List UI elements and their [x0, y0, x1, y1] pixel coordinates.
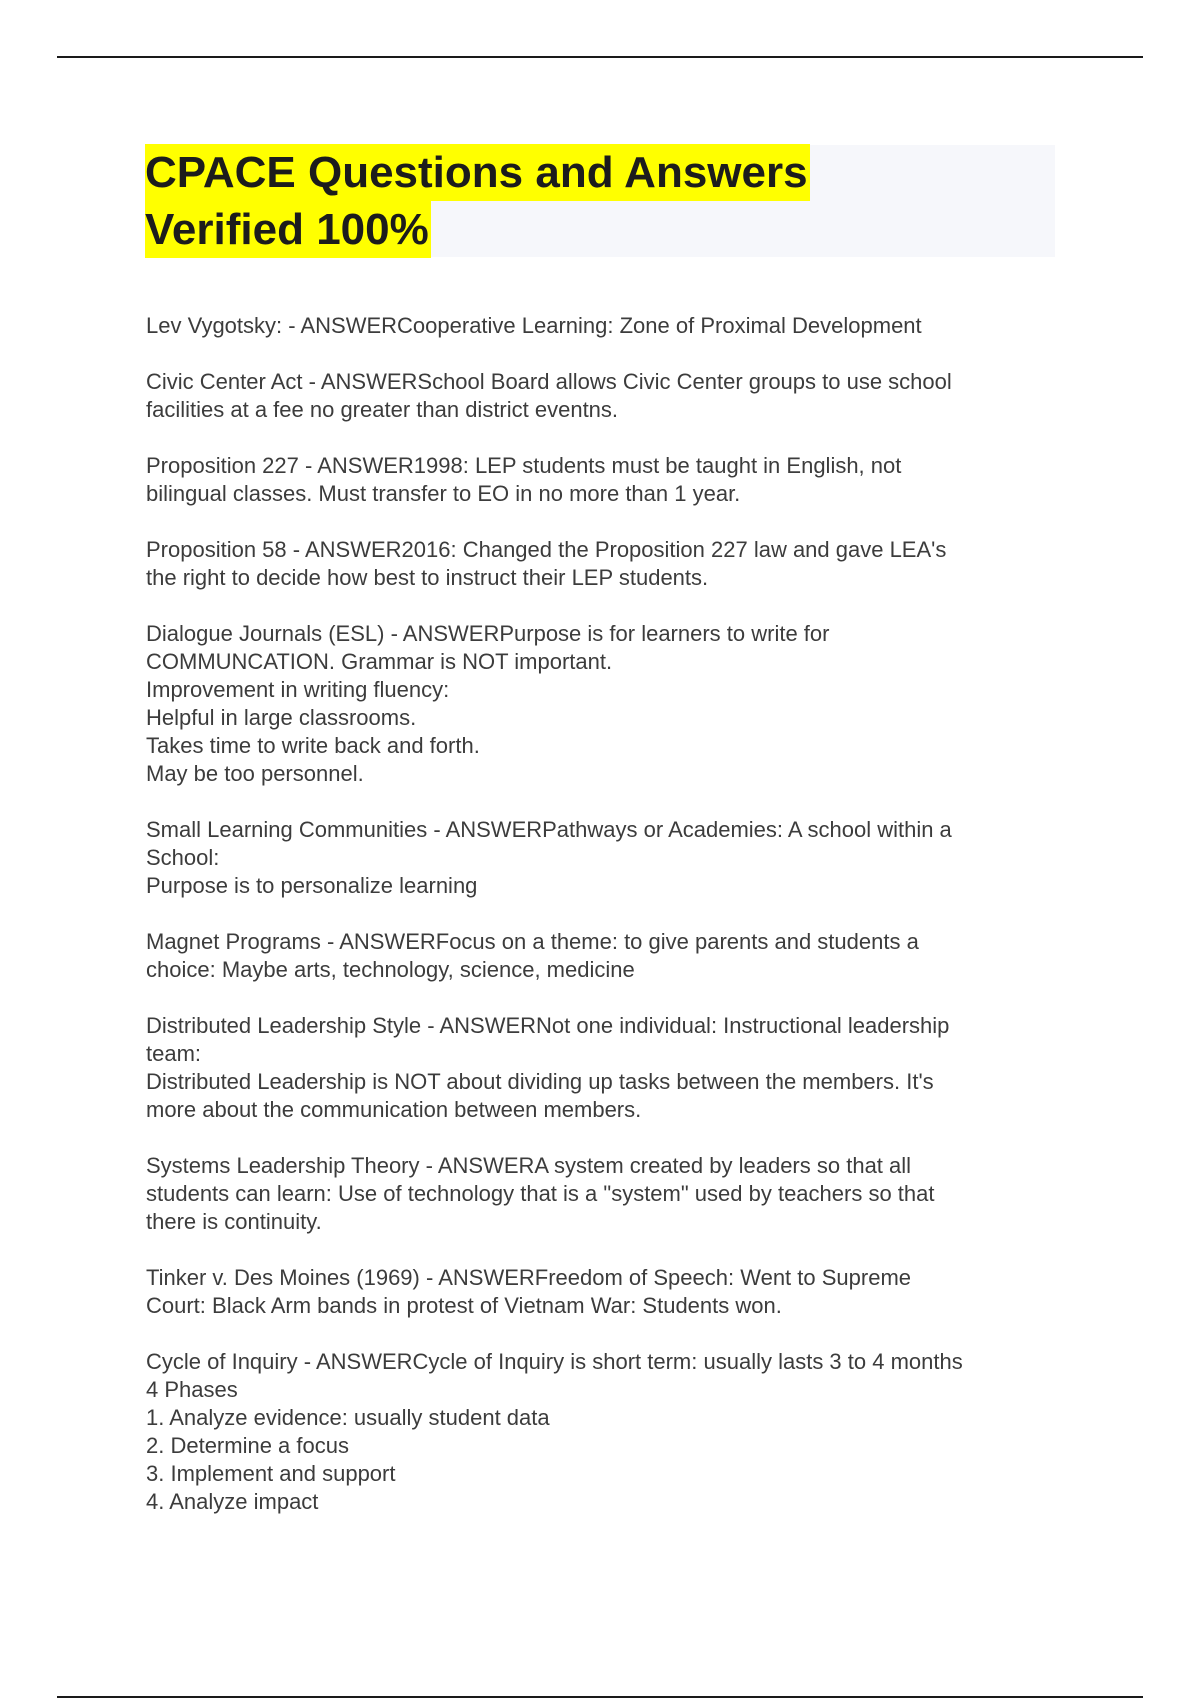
qa-entry	[146, 368, 1066, 424]
qa-entry-line: 2. Determine a focus	[146, 1433, 349, 1458]
qa-entry-line: Civic Center Act - ANSWERSchool Board allows Civic Center groups to use school	[146, 369, 952, 394]
qa-entry	[146, 1264, 1066, 1320]
qa-entry-line: Helpful in large classrooms.	[146, 705, 417, 730]
qa-entry	[146, 536, 1066, 592]
bottom-rule	[57, 1696, 1143, 1698]
document-title	[145, 144, 810, 258]
qa-entry	[146, 452, 1066, 508]
qa-entry-line: team:	[146, 1041, 202, 1066]
qa-entry-line: 4 Phases	[146, 1377, 238, 1402]
qa-entry-line: bilingual classes. Must transfer to EO in no more than 1 year.	[146, 481, 741, 506]
qa-entry-line: COMMUNCATION. Grammar is NOT important.	[146, 649, 613, 674]
qa-entry	[146, 1348, 1066, 1516]
qa-entry-line: facilities at a fee no greater than district eventns.	[146, 397, 619, 422]
qa-entry-line: Takes time to write back and forth.	[146, 733, 480, 758]
qa-entry	[146, 816, 1066, 900]
qa-entry-line: Court: Black Arm bands in protest of Vietnam War: Students won.	[146, 1293, 782, 1318]
qa-list	[146, 312, 1066, 1544]
qa-entry-line: Proposition 58 - ANSWER2016: Changed the Proposition 227 law and gave LEA's	[146, 537, 947, 562]
qa-entry-line: Proposition 227 - ANSWER1998: LEP students must be taught in English, not	[146, 453, 902, 478]
qa-entry-line: Magnet Programs - ANSWERFocus on a theme: to give parents and students a	[146, 929, 919, 954]
title-line-1: CPACE Questions and Answers	[145, 144, 810, 201]
top-rule	[57, 56, 1143, 58]
qa-entry-line: there is continuity.	[146, 1209, 322, 1234]
qa-entry-line: Small Learning Communities - ANSWERPathways or Academies: A school within a	[146, 817, 952, 842]
qa-entry-line: Distributed Leadership is NOT about dividing up tasks between the members. It's	[146, 1069, 934, 1094]
qa-entry	[146, 1152, 1066, 1236]
qa-entry-line: Distributed Leadership Style - ANSWERNot one individual: Instructional leadership	[146, 1013, 950, 1038]
qa-entry	[146, 1012, 1066, 1124]
qa-entry-line: choice: Maybe arts, technology, science, medicine	[146, 957, 635, 982]
qa-entry-line: Dialogue Journals (ESL) - ANSWERPurpose is for learners to write for	[146, 621, 830, 646]
qa-entry	[146, 312, 1066, 340]
qa-entry-line: Lev Vygotsky: - ANSWERCooperative Learning: Zone of Proximal Development	[146, 313, 922, 338]
qa-entry-line: Improvement in writing fluency:	[146, 677, 450, 702]
qa-entry-line: 1. Analyze evidence: usually student data	[146, 1405, 550, 1430]
qa-entry	[146, 620, 1066, 788]
qa-entry-line: May be too personnel.	[146, 761, 364, 786]
qa-entry-line: more about the communication between members.	[146, 1097, 642, 1122]
qa-entry-line: School:	[146, 845, 220, 870]
qa-entry	[146, 928, 1066, 984]
qa-entry-line: Tinker v. Des Moines (1969) - ANSWERFreedom of Speech: Went to Supreme	[146, 1265, 912, 1290]
qa-entry-line: Systems Leadership Theory - ANSWERA system created by leaders so that all	[146, 1153, 912, 1178]
qa-entry-line: 4. Analyze impact	[146, 1489, 319, 1514]
title-line-2: Verified 100%	[145, 201, 431, 258]
qa-entry-line: 3. Implement and support	[146, 1461, 396, 1486]
qa-entry-line: students can learn: Use of technology that is a "system" used by teachers so that	[146, 1181, 935, 1206]
qa-entry-line: Purpose is to personalize learning	[146, 873, 478, 898]
qa-entry-line: the right to decide how best to instruct their LEP students.	[146, 565, 709, 590]
qa-entry-line: Cycle of Inquiry - ANSWERCycle of Inquiry is short term: usually lasts 3 to 4 months	[146, 1349, 963, 1374]
